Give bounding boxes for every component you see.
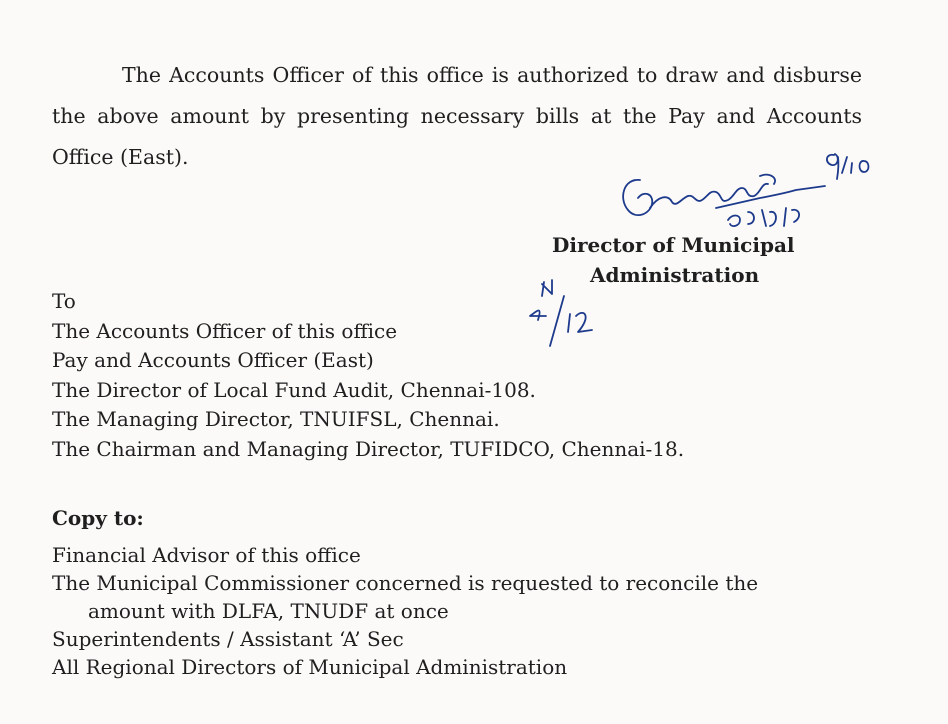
copy-item-continuation: amount with DLFA, TNUDF at once xyxy=(88,599,449,623)
copy-to-heading: Copy to: xyxy=(52,506,144,530)
copy-item: Financial Advisor of this office xyxy=(52,543,361,567)
authorization-text: The Accounts Officer of this office is authorized to draw and disburse the above amount by presenting necessary bills at the Pay and Accounts Office (East). xyxy=(52,63,862,169)
to-label: To xyxy=(52,289,76,313)
authorization-paragraph xyxy=(52,55,862,178)
copy-item xyxy=(52,569,758,625)
recipient-item: Pay and Accounts Officer (East) xyxy=(52,348,374,372)
recipient-item: The Chairman and Managing Director, TUFIDCO, Chennai-18. xyxy=(52,436,685,461)
copy-item: Superintendents / Assistant ‘A’ Sec xyxy=(52,627,404,651)
copy-item: All Regional Directors of Municipal Administration xyxy=(52,655,568,679)
copy-item-text: The Municipal Commissioner concerned is requested to reconcile the xyxy=(52,571,759,595)
signatory-title-line1: Director of Municipal xyxy=(552,233,795,257)
recipients-list xyxy=(52,287,684,464)
copy-to-list xyxy=(52,541,758,681)
recipient-item: The Director of Local Fund Audit, Chennai-108. xyxy=(52,377,536,402)
recipient-item: The Accounts Officer of this office xyxy=(52,318,398,343)
signatory-title-line2: Administration xyxy=(590,263,760,287)
recipient-item: The Managing Director, TNUIFSL, Chennai. xyxy=(52,407,500,431)
